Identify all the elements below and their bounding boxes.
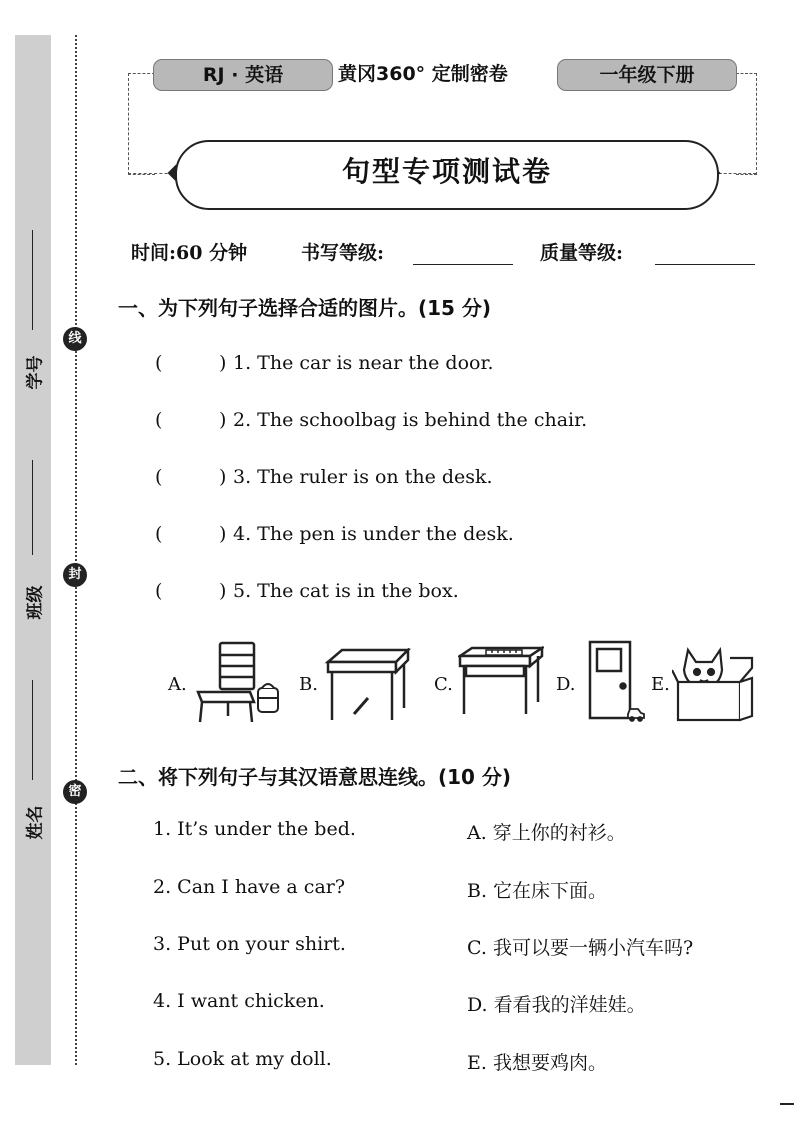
cat-box-icon bbox=[672, 642, 756, 724]
writing-grade-blank[interactable] bbox=[413, 264, 513, 265]
match-right-b[interactable]: B. 它在床下面。 bbox=[467, 880, 608, 902]
match-right-d[interactable]: D. 看看我的洋娃娃。 bbox=[467, 994, 646, 1016]
cut-line bbox=[75, 35, 77, 1065]
header-frame-right bbox=[736, 73, 757, 175]
time-label: 时间:60 分钟 bbox=[131, 242, 248, 264]
pen-icon bbox=[354, 698, 368, 714]
match-left-1[interactable]: 1. It’s under the bed. bbox=[153, 818, 356, 840]
section2-heading: 二、将下列句子与其汉语意思连线。(10 分) bbox=[118, 765, 512, 789]
match-left-5[interactable]: 5. Look at my doll. bbox=[153, 1048, 332, 1070]
match-left-2[interactable]: 2. Can I have a car? bbox=[153, 876, 346, 898]
writing-grade-label: 书写等级: bbox=[301, 242, 385, 264]
page-title: 句型专项测试卷 bbox=[341, 155, 552, 188]
seal-line: 线 bbox=[63, 327, 87, 351]
picture-label-d: D. bbox=[556, 674, 576, 695]
quality-grade-label: 质量等级: bbox=[540, 242, 624, 264]
page-corner-mark bbox=[780, 1103, 794, 1105]
picture-label-b: B. bbox=[299, 674, 318, 695]
seal-seal: 封 bbox=[63, 563, 87, 587]
header-frame-left bbox=[128, 73, 155, 175]
toy-car-icon bbox=[628, 709, 644, 721]
section1-heading: 一、为下列句子选择合适的图片。(15 分) bbox=[118, 296, 492, 320]
seal-secret: 密 bbox=[63, 780, 87, 804]
brand-text: 黄冈360° 定制密卷 bbox=[338, 63, 508, 85]
subject-pill: RJ · 英语 bbox=[153, 59, 333, 91]
picture-label-e: E. bbox=[651, 674, 670, 695]
name-field bbox=[15, 680, 51, 940]
match-right-c[interactable]: C. 我可以要一辆小汽车吗? bbox=[467, 937, 694, 959]
picture-label-c: C. bbox=[434, 674, 453, 695]
match-left-4[interactable]: 4. I want chicken. bbox=[153, 990, 325, 1012]
desk-ruler-icon bbox=[458, 646, 544, 716]
quality-grade-blank[interactable] bbox=[655, 264, 755, 265]
name-label: 姓名 bbox=[25, 805, 46, 840]
chair-icon bbox=[192, 640, 284, 726]
match-right-a[interactable]: A. 穿上你的衬衫。 bbox=[467, 822, 626, 844]
ruler-icon bbox=[486, 650, 522, 655]
class-label: 班级 bbox=[25, 585, 46, 620]
grade-pill: 一年级下册 bbox=[557, 59, 737, 91]
desk-pen-icon bbox=[324, 648, 412, 722]
match-right-e[interactable]: E. 我想要鸡肉。 bbox=[467, 1052, 607, 1074]
match-left-3[interactable]: 3. Put on your shirt. bbox=[153, 933, 346, 955]
student-id-field bbox=[15, 230, 51, 490]
student-id-label: 学号 bbox=[25, 355, 46, 390]
door-car-icon bbox=[586, 640, 646, 724]
schoolbag-icon bbox=[258, 684, 278, 712]
picture-label-a: A. bbox=[168, 674, 187, 695]
